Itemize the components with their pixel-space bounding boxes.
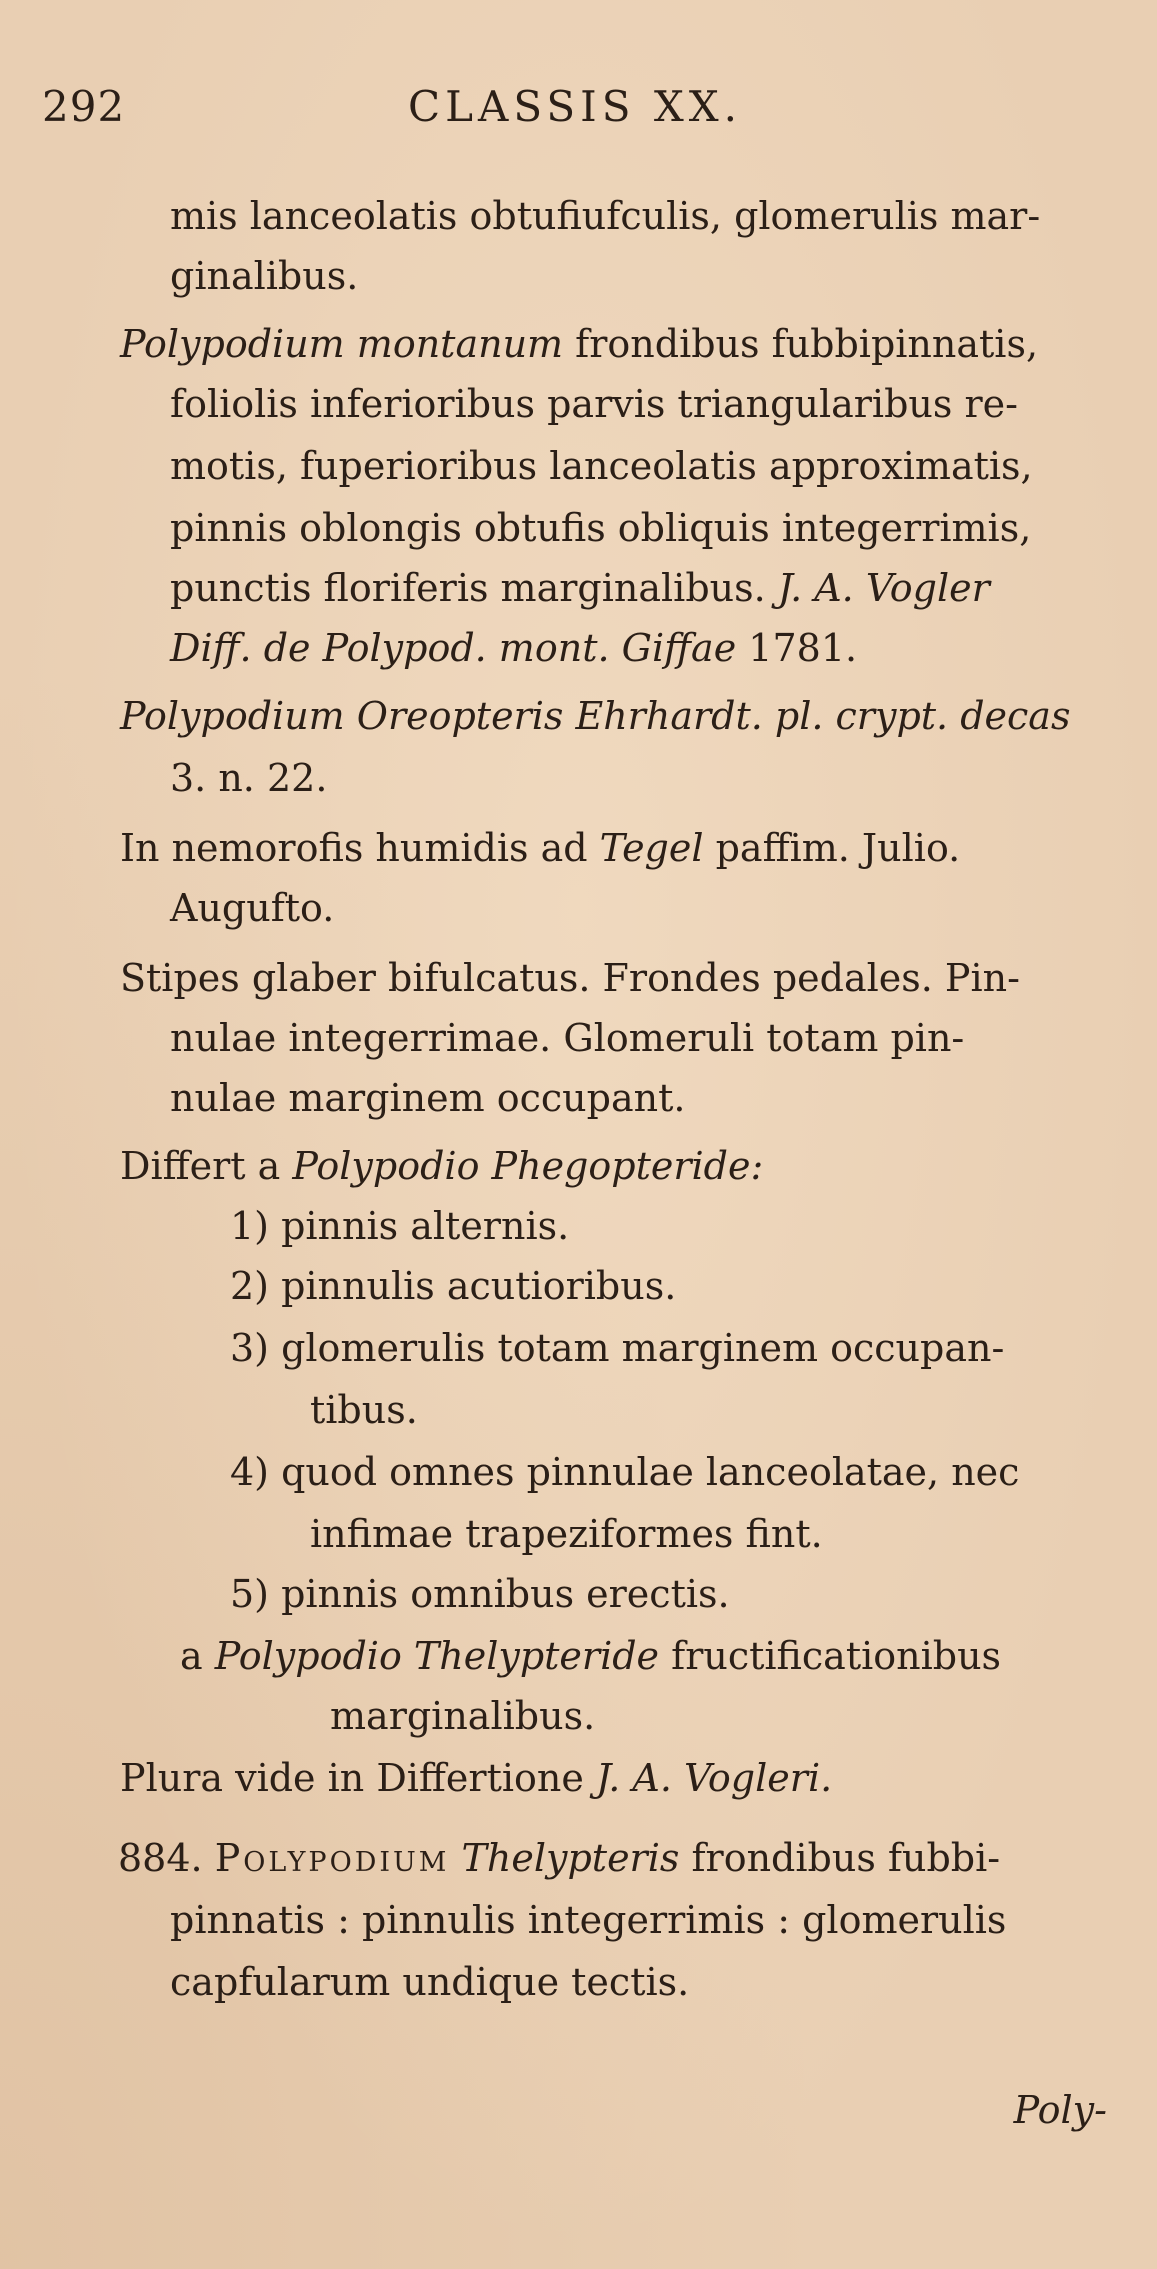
text-line — [118, 1832, 1000, 1884]
text-line — [170, 622, 857, 674]
text-line — [170, 440, 1033, 492]
text-run: a — [180, 1634, 215, 1678]
text-run: 1781. — [736, 626, 858, 670]
text-line — [170, 1072, 685, 1124]
text-run: 2) pinnulis acutioribus. — [230, 1264, 677, 1308]
text-run: capfularum undique tectis. — [170, 1960, 690, 2004]
text-run: ginalibus. — [170, 254, 359, 298]
text-run: mis lanceolatis obtufiufculis, glomerulis mar- — [170, 194, 1041, 238]
text-line — [170, 1012, 964, 1064]
italic-text: Diff. de Polypod. mont. Giffae — [170, 626, 737, 670]
italic-text: J. A. Vogler — [777, 566, 990, 610]
text-line — [120, 318, 1038, 370]
text-line — [170, 190, 1040, 242]
text-line — [170, 378, 1018, 430]
text-line — [120, 1752, 832, 1804]
italic-text: Polypodio Thelypteride — [214, 1634, 660, 1678]
text-run: Stipes glaber bifulcatus. Frondes pedales. Pin- — [120, 956, 1020, 1000]
running-head: CLASSIS XX. — [408, 82, 743, 131]
text-line — [170, 882, 334, 934]
text-line — [120, 952, 1020, 1004]
text-run: 884. — [118, 1836, 215, 1880]
text-line — [310, 1384, 418, 1436]
text-line — [120, 1140, 763, 1192]
text-run: pinnis oblongis obtufis obliquis integerrimis, — [170, 506, 1032, 550]
text-run: frondibus fubbipinnatis, — [563, 322, 1039, 366]
text-line — [230, 1200, 569, 1252]
text-line — [230, 1568, 730, 1620]
text-run: tibus. — [310, 1388, 418, 1432]
text-line — [230, 1322, 1004, 1374]
text-run: marginalibus. — [330, 1694, 596, 1738]
text-line — [170, 502, 1031, 554]
text-line — [170, 1956, 689, 2008]
text-line — [170, 250, 358, 302]
text-run: nulae marginem occupant. — [170, 1076, 686, 1120]
text-run: nulae integerrimae. Glomeruli totam pin- — [170, 1016, 965, 1060]
italic-text: Tegel — [599, 826, 704, 870]
text-run: infimae trapeziformes fint. — [310, 1512, 823, 1556]
text-run: motis, fuperioribus lanceolatis approximatis, — [170, 444, 1033, 488]
text-run: paffim. Julio. — [703, 826, 961, 870]
text-run: punctis floriferis marginalibus. — [170, 566, 778, 610]
italic-text: Polypodium Oreopteris Ehrhardt. pl. crypt. decas — [120, 694, 1071, 738]
text-run: pinnatis : pinnulis integerrimis : glomerulis — [170, 1898, 1007, 1942]
page-header — [30, 82, 1130, 142]
text-run: Plura vide in Differtione — [120, 1756, 596, 1800]
text-line — [230, 1446, 1019, 1498]
text-line — [310, 1508, 823, 1560]
text-run: Differt a — [120, 1144, 293, 1188]
italic-text: Polypodio Phegopteride: — [292, 1144, 764, 1188]
italic-text: Polypodium montanum — [120, 322, 564, 366]
page-number: 292 — [42, 82, 126, 131]
text-line — [120, 822, 960, 874]
text-run: foliolis inferioribus parvis triangularibus re- — [170, 382, 1018, 426]
small-caps-text: Polypodium — [214, 1836, 450, 1880]
text-line — [330, 1690, 595, 1742]
catchword: Poly- — [1013, 2088, 1107, 2132]
text-run: 3. n. 22. — [170, 756, 328, 800]
text-run: 3) glomerulis totam marginem occupan- — [230, 1326, 1005, 1370]
text-line — [170, 752, 327, 804]
text-run: 5) pinnis omnibus erectis. — [230, 1572, 730, 1616]
text-line — [230, 1260, 676, 1312]
text-run: fructificationibus — [659, 1634, 1002, 1678]
text-line — [120, 690, 1070, 742]
text-run: Augufto. — [170, 886, 335, 930]
text-line — [180, 1630, 1001, 1682]
italic-text: Thelypteris — [461, 1836, 680, 1880]
text-run: 1) pinnis alternis. — [230, 1204, 570, 1248]
text-run — [449, 1836, 461, 1880]
text-line — [170, 1894, 1006, 1946]
italic-text: J. A. Vogleri. — [595, 1756, 833, 1800]
text-run: frondibus fubbi- — [679, 1836, 1001, 1880]
text-run: In nemorofis humidis ad — [120, 826, 600, 870]
text-run: 4) quod omnes pinnulae lanceolatae, nec — [230, 1450, 1020, 1494]
text-line — [170, 562, 990, 614]
